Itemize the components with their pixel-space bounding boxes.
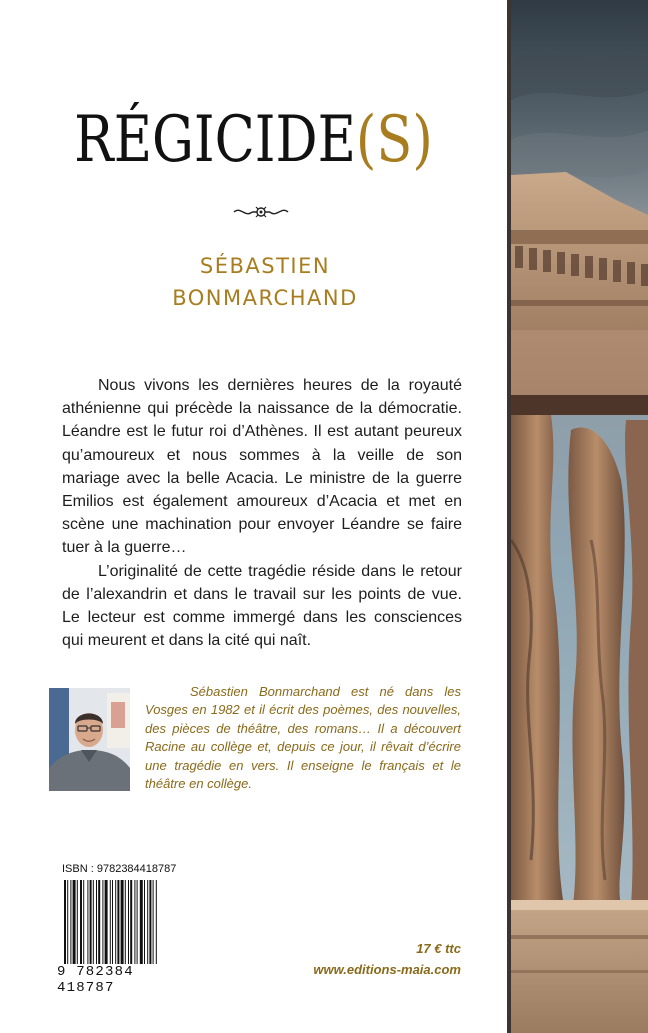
summary-paragraph-2: L’originalité de cette tragédie réside dans le retour de l’alexandrin et dans le travail sur les points de vue. Le lecteur est comme immergé dans les consciences qui meurent et dans la cité qui naît. xyxy=(62,562,462,650)
author-name xyxy=(0,250,530,314)
book-title-main: RÉGICIDE xyxy=(74,103,356,177)
barcode-bar xyxy=(130,880,132,972)
barcode-bar xyxy=(67,880,68,972)
barcode-bar xyxy=(83,880,84,972)
isbn-label: ISBN : 9782384418787 xyxy=(62,863,177,875)
summary-paragraph-1: Nous vivons les dernières heures de la royauté athénienne qui précède la naissance de la démocratie. Léandre est le futur roi d’Athènes. Il est autant peureux qu’amoureux et nous sommes à la veille de son mariage avec la belle Acacia. Le ministre de la guerre Emilios est également amoureux d’Acacia et met en scène une machination pour envoyer Léandre se faire tuer à la guerre… xyxy=(62,377,462,557)
author-last-name: BONMARCHAND xyxy=(172,286,358,310)
publisher-website: www.editions-maia.com xyxy=(313,962,461,977)
barcode-bar xyxy=(147,880,148,972)
barcode-bar xyxy=(112,880,113,972)
barcode-bar xyxy=(121,880,124,972)
book-title-paren: (S) xyxy=(355,103,433,177)
barcode-bar xyxy=(115,880,116,972)
barcode-bar xyxy=(70,880,71,972)
barcode-bar xyxy=(96,880,97,972)
barcode-bar xyxy=(102,880,103,972)
barcode-bar xyxy=(64,880,66,972)
barcode-bar xyxy=(105,880,108,972)
barcode-bar xyxy=(98,880,100,972)
barcode-bar xyxy=(90,880,92,972)
barcode-bar xyxy=(73,880,76,972)
barcode-bar xyxy=(137,880,138,972)
barcode-bar xyxy=(117,880,119,972)
barcode-bar xyxy=(87,880,88,972)
barcode-digits: 9 782384 418787 xyxy=(56,964,197,996)
author-bio-text: Sébastien Bonmarchand est né dans les Vosges en 1982 et il écrit des poèmes, des nouvelles, des pièces de théâtre, des romans… Il a découvert Racine au collège et, depuis ce jour, il rêvait d’écrire une tragédie en vers. Il enseigne le français et le théâtre en collège. xyxy=(145,684,461,792)
author-portrait xyxy=(49,688,130,791)
barcode-bar xyxy=(93,880,94,972)
book-title xyxy=(46,100,462,180)
barcode-bar xyxy=(125,880,126,972)
barcode-bar xyxy=(134,880,135,972)
barcode-bar xyxy=(156,880,157,972)
barcode-bar xyxy=(140,880,143,972)
barcode-bar xyxy=(144,880,145,972)
caryatid-temple-photo xyxy=(511,0,648,1033)
barcode-bar xyxy=(128,880,129,972)
barcode-bar xyxy=(153,880,154,972)
author-first-name: SÉBASTIEN xyxy=(199,254,331,278)
barcode-bar xyxy=(77,880,78,972)
author-bio xyxy=(145,683,461,793)
isbn-barcode xyxy=(64,880,192,972)
barcode-bar xyxy=(80,880,82,972)
barcode-bar xyxy=(110,880,111,972)
book-summary xyxy=(62,374,462,652)
decorative-flourish-icon xyxy=(232,204,290,220)
price-label: 17 € ttc xyxy=(416,941,461,956)
barcode-bar xyxy=(149,880,151,972)
